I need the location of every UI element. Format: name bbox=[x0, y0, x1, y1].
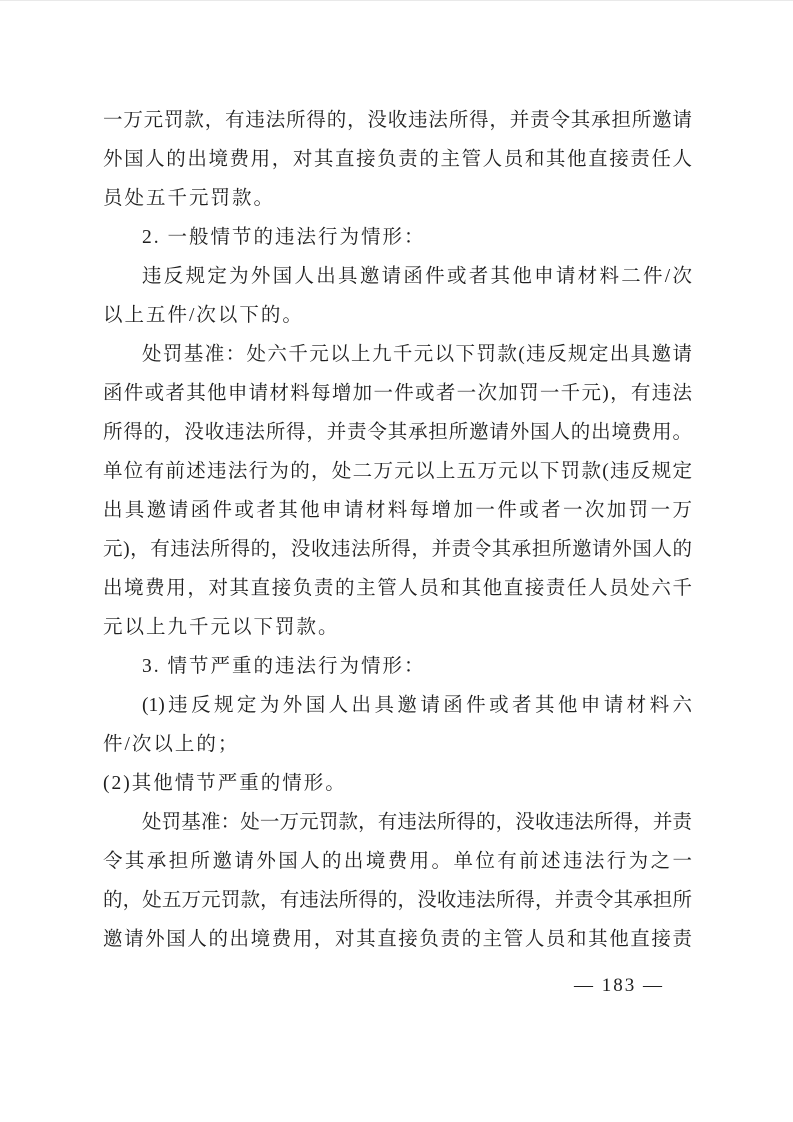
text-line: 外国人的出境费用，对其直接负责的主管人员和其他直接责任人 bbox=[103, 149, 692, 170]
page-top-edge bbox=[0, 0, 793, 1]
text-line-list-item: 2. 一般情节的违法行为情形： bbox=[142, 227, 426, 248]
text-line: 员处五千元罚款。 bbox=[103, 188, 276, 209]
text-line: 处罚基准：处六千元以上九千元以下罚款(违反规定出具邀请 bbox=[142, 344, 692, 365]
page-number: — 183 — bbox=[574, 975, 664, 996]
text-line: 元以上九千元以下罚款。 bbox=[103, 617, 340, 638]
text-line: 处罚基准：处一万元罚款，有违法所得的，没收违法所得，并责 bbox=[142, 812, 692, 833]
body-text bbox=[103, 101, 692, 959]
text-line: 以上五件/次以下的。 bbox=[103, 305, 304, 326]
text-line: 违反规定为外国人出具邀请函件或者其他申请材料二件/次 bbox=[142, 266, 692, 287]
text-line: 元)，有违法所得的，没收违法所得，并责令其承担所邀请外国人的 bbox=[103, 539, 692, 560]
text-line: 出具邀请函件或者其他申请材料每增加一件或者一次加罚一万 bbox=[103, 500, 692, 521]
text-line: 出境费用，对其直接负责的主管人员和其他直接责任人员处六千 bbox=[103, 578, 692, 599]
text-line: 件/次以上的； bbox=[103, 734, 240, 755]
text-line: 函件或者其他申请材料每增加一件或者一次加罚一千元)，有违法 bbox=[103, 383, 692, 404]
text-line-list-item: 3. 情节严重的违法行为情形： bbox=[142, 656, 426, 677]
text-line: 令其承担所邀请外国人的出境费用。单位有前述违法行为之一 bbox=[103, 851, 692, 872]
text-line: (1)违反规定为外国人出具邀请函件或者其他申请材料六 bbox=[142, 695, 692, 716]
text-line: 邀请外国人的出境费用，对其直接负责的主管人员和其他直接责 bbox=[103, 929, 692, 950]
text-line: 的，处五万元罚款，有违法所得的，没收违法所得，并责令其承担所 bbox=[103, 890, 692, 911]
text-line: 一万元罚款，有违法所得的，没收违法所得，并责令其承担所邀请 bbox=[103, 110, 692, 131]
text-line: (2)其他情节严重的情形。 bbox=[103, 773, 347, 794]
text-line: 所得的，没收违法所得，并责令其承担所邀请外国人的出境费用。 bbox=[103, 422, 692, 443]
text-line: 单位有前述违法行为的，处二万元以上五万元以下罚款(违反规定 bbox=[103, 461, 692, 482]
